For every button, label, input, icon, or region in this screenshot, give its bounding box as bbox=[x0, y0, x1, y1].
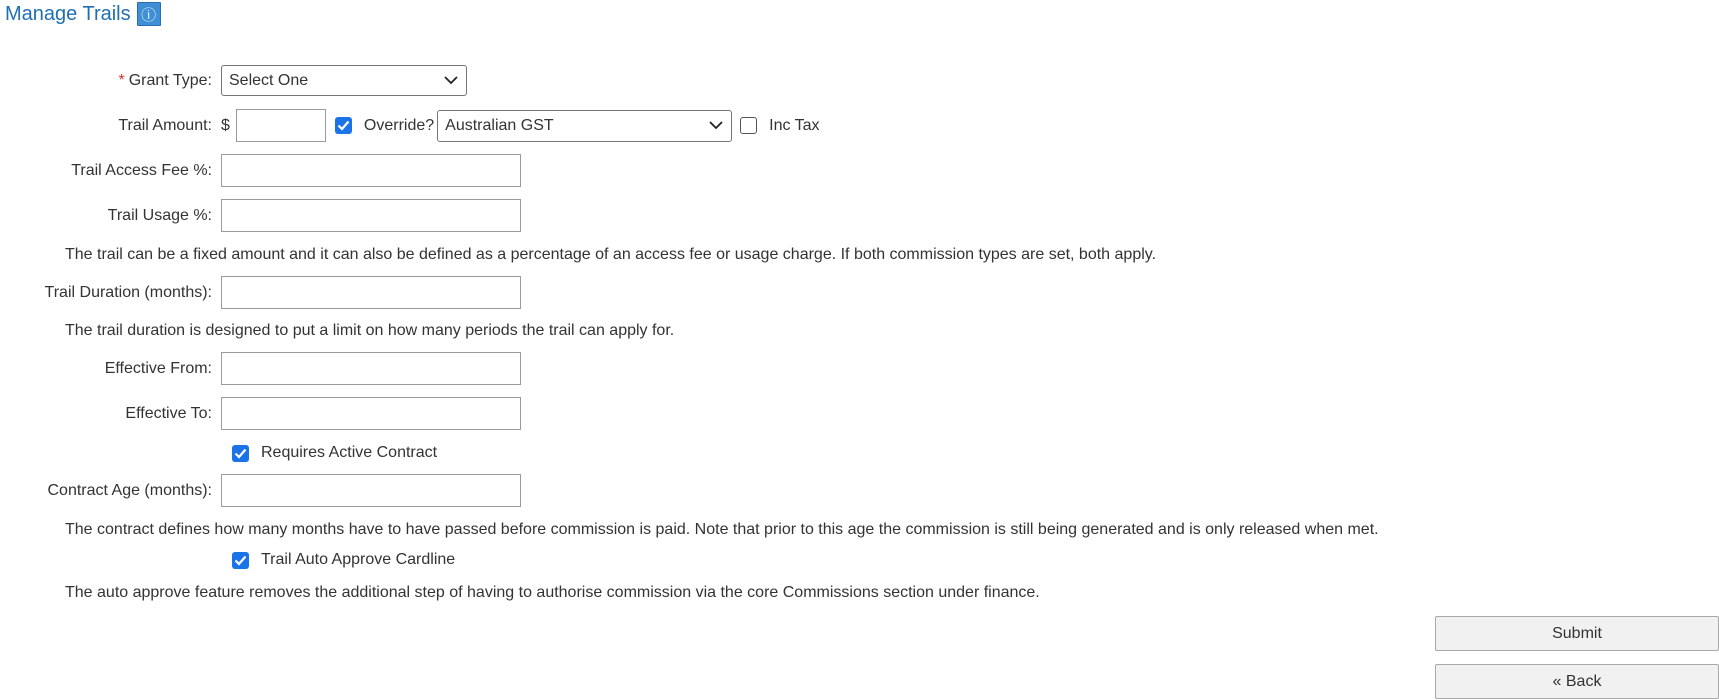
submit-button[interactable]: Submit bbox=[1435, 616, 1719, 651]
check-icon bbox=[337, 120, 350, 131]
trail-amount-input[interactable] bbox=[236, 109, 326, 142]
override-label: Override? bbox=[363, 116, 435, 134]
back-button[interactable]: « Back bbox=[1435, 664, 1719, 699]
usage-input[interactable] bbox=[221, 199, 521, 232]
auto-approve-checkbox[interactable] bbox=[232, 552, 249, 569]
currency-symbol: $ bbox=[221, 116, 230, 134]
page-title-bar bbox=[5, 2, 161, 26]
override-checkbox[interactable] bbox=[335, 117, 352, 134]
auto-approve-label: Trail Auto Approve Cardline bbox=[261, 551, 456, 568]
grant-type-label bbox=[0, 72, 221, 90]
access-fee-row bbox=[0, 154, 521, 187]
chevron-down-icon bbox=[709, 119, 723, 131]
contract-age-row bbox=[0, 474, 521, 507]
tax-type-value: Australian GST bbox=[445, 116, 554, 134]
check-icon bbox=[234, 555, 247, 566]
requires-active-row bbox=[230, 437, 437, 469]
grant-type-label-text: Grant Type: bbox=[128, 71, 212, 89]
grant-type-select[interactable] bbox=[221, 65, 467, 96]
effective-from-label: Effective From: bbox=[104, 359, 212, 377]
effective-to-row bbox=[0, 397, 521, 430]
duration-help-text: The trail duration is designed to put a limit on how many periods the trail can apply for. bbox=[65, 322, 675, 339]
contract-age-input[interactable] bbox=[221, 474, 521, 507]
tax-type-select[interactable] bbox=[437, 110, 732, 142]
grant-type-row bbox=[0, 64, 467, 97]
chevron-down-icon bbox=[444, 74, 458, 86]
trail-help-text: The trail can be a fixed amount and it can also be defined as a percentage of an access fee or usage charge. If both commission types are set, both apply. bbox=[65, 246, 1157, 263]
duration-row bbox=[0, 276, 521, 309]
grant-type-value: Select One bbox=[229, 71, 309, 89]
auto-approve-help-text: The auto approve feature removes the additional step of having to authorise commission via the core Commissions section under finance. bbox=[65, 584, 1040, 601]
access-fee-label: Trail Access Fee %: bbox=[71, 161, 212, 179]
trail-amount-label: Trail Amount: bbox=[118, 116, 212, 134]
check-icon bbox=[234, 448, 247, 459]
requires-active-label: Requires Active Contract bbox=[261, 444, 438, 461]
required-marker: * bbox=[118, 71, 125, 89]
inc-tax-label: Inc Tax bbox=[769, 116, 820, 134]
access-fee-input[interactable] bbox=[221, 154, 521, 187]
usage-row bbox=[0, 199, 521, 232]
contract-help-text: The contract defines how many months have to have passed before commission is paid. Note that prior to this age the commission is still being generated and is only released when met. bbox=[65, 521, 1379, 538]
effective-from-row bbox=[0, 352, 521, 385]
effective-to-label: Effective To: bbox=[125, 404, 212, 422]
auto-approve-row bbox=[230, 544, 455, 576]
usage-label: Trail Usage %: bbox=[107, 206, 212, 224]
contract-age-label: Contract Age (months): bbox=[47, 481, 212, 499]
trail-amount-row bbox=[0, 109, 820, 142]
duration-label: Trail Duration (months): bbox=[44, 283, 212, 301]
inc-tax-checkbox[interactable] bbox=[740, 117, 757, 134]
page-title: Manage Trails bbox=[5, 2, 131, 25]
requires-active-checkbox[interactable] bbox=[232, 445, 249, 462]
effective-to-input[interactable] bbox=[221, 397, 521, 430]
info-icon[interactable]: ⓘ bbox=[137, 2, 161, 26]
duration-input[interactable] bbox=[221, 276, 521, 309]
effective-from-input[interactable] bbox=[221, 352, 521, 385]
